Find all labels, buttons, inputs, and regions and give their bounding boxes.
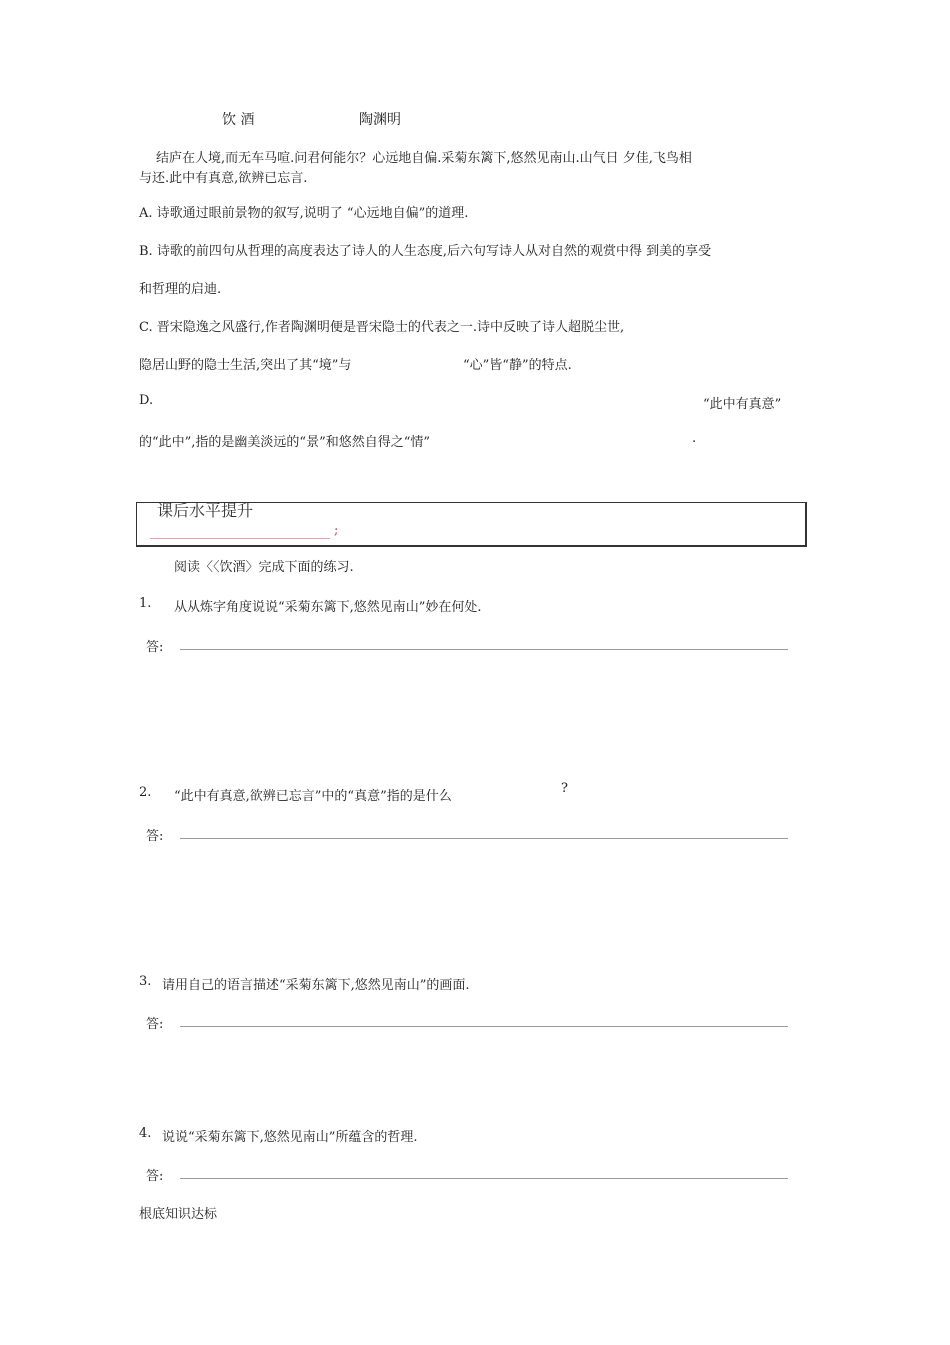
question-2-mark: ? xyxy=(561,781,568,796)
section-box xyxy=(136,502,807,547)
choice-c-line-1: C. 晋宋隐逸之风盛行,作者陶渊明便是晋宋隐士的代表之一.诗中反映了诗人超脱尘世, xyxy=(139,320,625,335)
section-semicolon: ; xyxy=(334,523,339,538)
poem-body-line-2: 与还.此中有真意,欲辨已忘言. xyxy=(139,171,308,186)
footer-heading: 根底知识达标 xyxy=(139,1207,218,1222)
poem-author: 陶渊明 xyxy=(359,112,401,128)
section-underline xyxy=(150,538,330,539)
choice-a: A. 诗歌通过眼前景物的叙写,说明了 “心远地自偏”的道理. xyxy=(139,206,469,221)
question-1-number: 1. xyxy=(139,596,152,611)
choice-b-line-2: 和哲理的启迪. xyxy=(139,282,222,297)
question-4-text: 说说“采菊东篱下,悠然见南山”所蕴含的哲理. xyxy=(162,1130,418,1145)
choice-d-line-2-end: . xyxy=(692,431,697,446)
instruction-text: 阅读〈〈饮酒〉完成下面的练习. xyxy=(174,560,354,575)
answer-2-line[interactable] xyxy=(180,838,788,839)
choice-b-line-1: B. 诗歌的前四句从哲理的高度表达了诗人的人生态度,后六句写诗人从对自然的观赏中得 到美的享受 xyxy=(139,244,712,259)
choice-d-line-2: 的“此中”,指的是幽美淡远的“景”和悠然自得之“情” xyxy=(139,435,431,450)
poem-body-line-1: 结庐在人境,而无车马喧.问君何能尔？心远地自偏.采菊东篱下,悠然见南山.山气日 夕佳,飞鸟相 xyxy=(156,151,692,166)
question-3-number: 3. xyxy=(139,974,152,989)
section-title: 课后水平提升 xyxy=(157,501,254,520)
choice-d-quote: “此中有真意” xyxy=(703,397,782,412)
answer-3-label: 答: xyxy=(146,1017,164,1032)
question-3-text: 请用自己的语言描述“采菊东篱下,悠然见南山”的画面. xyxy=(162,978,470,993)
answer-1-line[interactable] xyxy=(180,649,788,650)
choice-c-line-2-part-2: “心”皆“静”的特点. xyxy=(463,358,572,373)
answer-1-label: 答: xyxy=(146,640,164,655)
answer-4-label: 答: xyxy=(146,1169,164,1184)
question-4-number: 4. xyxy=(139,1126,152,1141)
question-2-text: “此中有真意,欲辨已忘言”中的“真意”指的是什么 xyxy=(174,789,452,804)
answer-4-line[interactable] xyxy=(180,1178,788,1179)
question-2-number: 2. xyxy=(139,785,152,800)
choice-d-label: D. xyxy=(139,393,154,408)
choice-c-line-2-part-1: 隐居山野的隐士生活,突出了其“境”与 xyxy=(139,358,352,373)
poem-title: 饮 酒 xyxy=(222,112,255,128)
answer-3-line[interactable] xyxy=(180,1026,788,1027)
answer-2-label: 答: xyxy=(146,829,164,844)
question-1-text: 从从炼字角度说说“采菊东篱下,悠然见南山”妙在何处. xyxy=(174,600,482,615)
